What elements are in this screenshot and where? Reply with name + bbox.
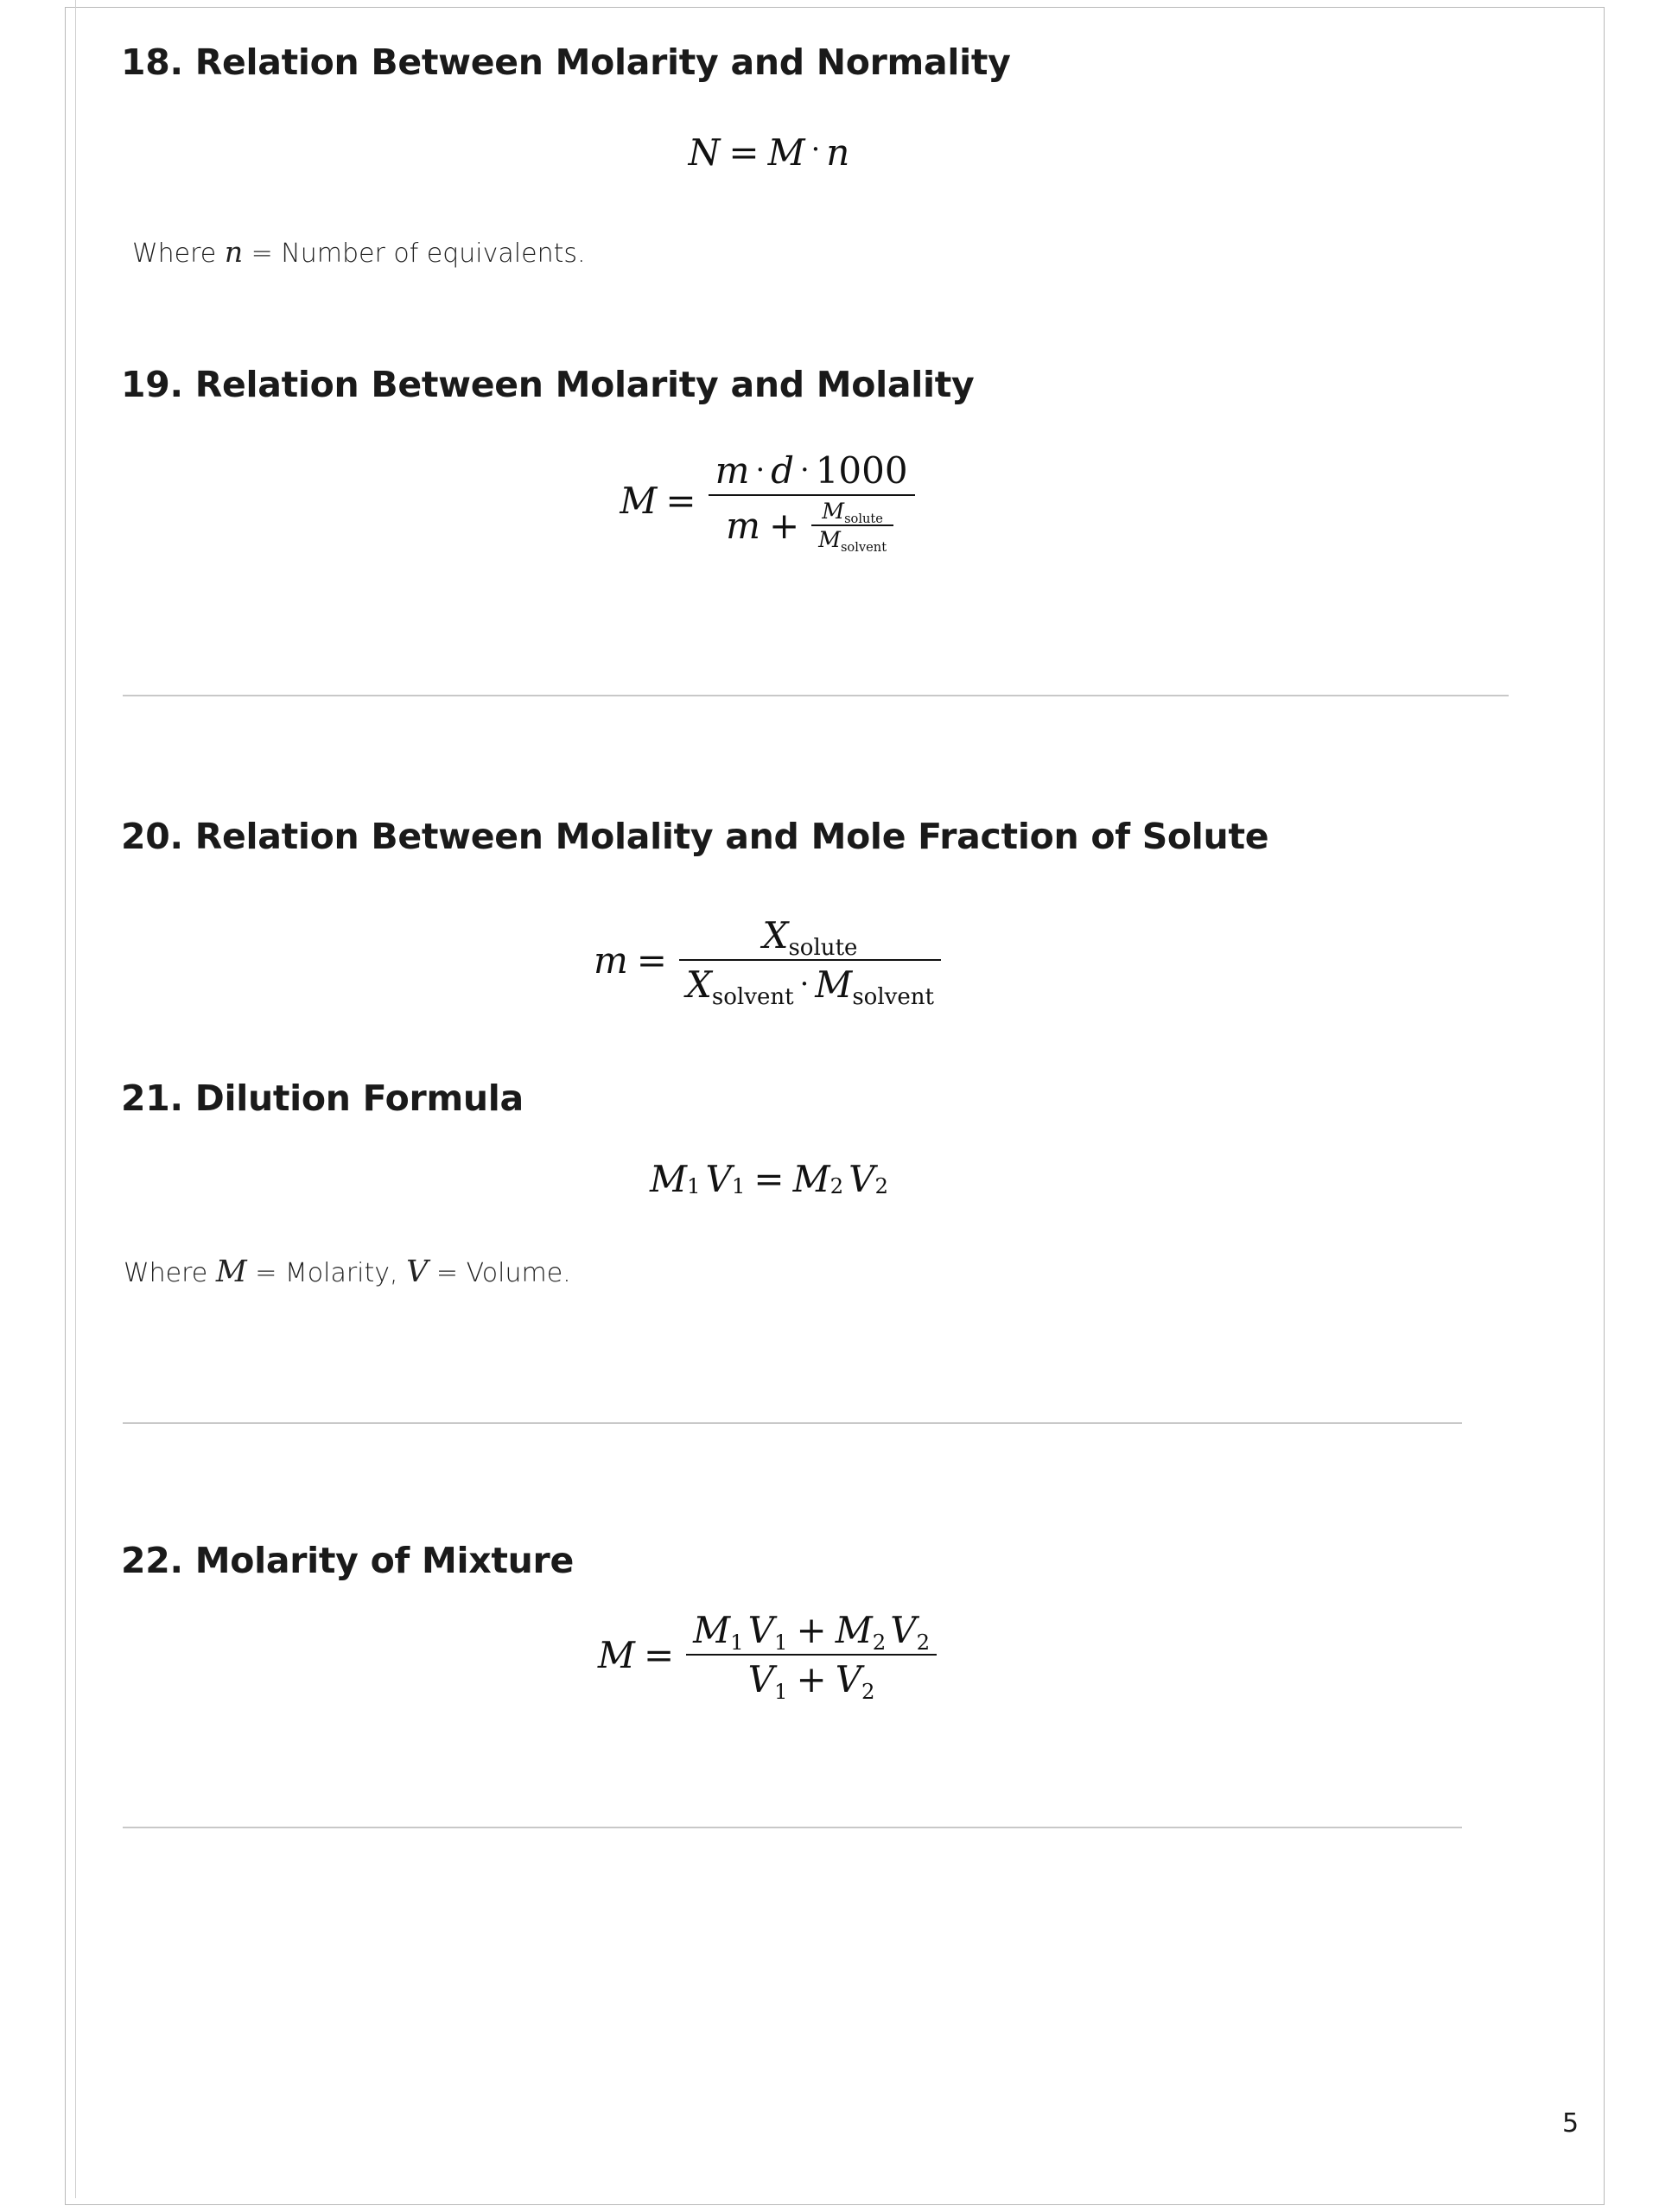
f22-num-M1-sub: 1 bbox=[730, 1629, 744, 1655]
f22-num-M2-sub: 2 bbox=[872, 1629, 887, 1655]
f19-num-m: m bbox=[715, 449, 750, 492]
section-heading-21: 21. Dilution Formula bbox=[121, 1077, 524, 1119]
f22-den-V2: V bbox=[835, 1658, 862, 1700]
formula-21-equals: = bbox=[753, 1158, 785, 1200]
f20-num-sub: solute bbox=[788, 934, 858, 961]
f20-den-X: X bbox=[686, 963, 712, 1006]
formula-20-fraction bbox=[679, 914, 941, 1010]
formula-22-denominator bbox=[741, 1656, 882, 1704]
f22-den-plus: + bbox=[796, 1658, 827, 1700]
formula-18-dot: · bbox=[810, 131, 821, 166]
section-divider-2 bbox=[123, 1422, 1462, 1424]
f21-V1-sub: 1 bbox=[731, 1173, 746, 1198]
note-21-symbol-V: V bbox=[406, 1255, 429, 1289]
formula-19-denominator bbox=[719, 496, 904, 555]
formula-20-equals: = bbox=[636, 938, 667, 982]
formula-18-rhs-M: M bbox=[767, 131, 805, 174]
formula-18-equals: = bbox=[728, 131, 760, 174]
formula-19 bbox=[121, 449, 1417, 555]
section-divider-3 bbox=[123, 1827, 1462, 1828]
f21-M2-sub: 2 bbox=[830, 1173, 844, 1198]
section-divider-1 bbox=[123, 695, 1509, 696]
note-21-prefix: Where bbox=[124, 1258, 216, 1288]
f20-num-X: X bbox=[762, 914, 789, 957]
formula-19-numerator bbox=[709, 449, 915, 494]
f20-den-M: M bbox=[815, 963, 853, 1006]
note-18-symbol: n bbox=[224, 235, 244, 269]
f19-inner-den bbox=[811, 526, 893, 555]
formula-20-lhs: m bbox=[593, 938, 628, 982]
formula-22-lhs: M bbox=[597, 1633, 635, 1676]
f22-den-V2-sub: 2 bbox=[861, 1678, 875, 1704]
f22-num-V1: V bbox=[747, 1609, 774, 1651]
f19-inner-den-sub: solvent bbox=[840, 539, 887, 555]
f19-num-dot1: · bbox=[755, 452, 766, 486]
formula-20-numerator bbox=[756, 914, 865, 959]
formula-22-numerator bbox=[686, 1609, 937, 1654]
formula-19-lhs: M bbox=[620, 480, 658, 522]
f22-den-V1-sub: 1 bbox=[774, 1678, 788, 1704]
page-number: 5 bbox=[1562, 2108, 1580, 2139]
f21-V2: V bbox=[849, 1158, 875, 1200]
f21-M1: M bbox=[650, 1158, 688, 1200]
formula-19-inner-fraction bbox=[811, 499, 893, 555]
formula-18-rhs-n: n bbox=[826, 131, 850, 174]
note-21-text-2: = Volume. bbox=[428, 1258, 571, 1288]
f19-inner-num-sub: solute bbox=[844, 511, 883, 526]
f21-M2: M bbox=[792, 1158, 830, 1200]
note-21-symbol-M: M bbox=[215, 1255, 247, 1289]
formula-22-fraction bbox=[686, 1609, 937, 1704]
f20-den-dot: · bbox=[799, 966, 810, 1001]
note-21-text-1: = Molarity, bbox=[246, 1258, 407, 1288]
note-18-text: = Number of equivalents. bbox=[243, 238, 586, 269]
f19-num-1000: 1000 bbox=[815, 449, 908, 492]
formula-18 bbox=[121, 131, 1417, 174]
f22-num-M2: M bbox=[835, 1609, 873, 1651]
section-heading-18: 18. Relation Between Molarity and Normality bbox=[121, 41, 1011, 83]
note-18-prefix: Where bbox=[132, 238, 225, 269]
f22-num-M1: M bbox=[693, 1609, 731, 1651]
f19-den-m: m bbox=[726, 504, 760, 547]
f19-inner-den-sym: M bbox=[818, 527, 841, 552]
page-content bbox=[121, 0, 1580, 2198]
f19-num-d: d bbox=[771, 449, 795, 492]
f20-den-X-sub: solvent bbox=[711, 983, 794, 1010]
formula-21 bbox=[121, 1158, 1417, 1200]
f21-V2-sub: 2 bbox=[874, 1173, 888, 1198]
f20-den-M-sub: solvent bbox=[852, 983, 935, 1010]
f21-V1: V bbox=[705, 1158, 732, 1200]
formula-22-equals: = bbox=[643, 1633, 675, 1676]
f19-den-plus: + bbox=[768, 504, 800, 547]
note-21 bbox=[124, 1255, 571, 1289]
section-heading-19: 19. Relation Between Molarity and Molality bbox=[121, 364, 975, 405]
f21-M1-sub: 1 bbox=[687, 1173, 701, 1198]
f19-inner-num-sym: M bbox=[822, 499, 845, 524]
note-18 bbox=[132, 235, 586, 269]
formula-20 bbox=[121, 914, 1417, 1010]
f22-den-V1: V bbox=[747, 1658, 774, 1700]
f22-num-V2-sub: 2 bbox=[916, 1629, 931, 1655]
f22-num-plus: + bbox=[796, 1609, 827, 1651]
section-heading-22: 22. Molarity of Mixture bbox=[121, 1540, 574, 1581]
formula-19-equals: = bbox=[665, 480, 696, 522]
formula-18-lhs: N bbox=[688, 131, 721, 174]
f22-num-V1-sub: 1 bbox=[774, 1629, 788, 1655]
f19-inner-num bbox=[815, 499, 890, 524]
section-heading-20: 20. Relation Between Molality and Mole Fraction of Solute bbox=[121, 816, 1269, 857]
formula-20-denominator bbox=[679, 961, 941, 1010]
formula-22 bbox=[121, 1609, 1417, 1704]
f19-num-dot2: · bbox=[800, 452, 810, 486]
formula-19-fraction bbox=[709, 449, 915, 555]
f22-num-V2: V bbox=[890, 1609, 917, 1651]
